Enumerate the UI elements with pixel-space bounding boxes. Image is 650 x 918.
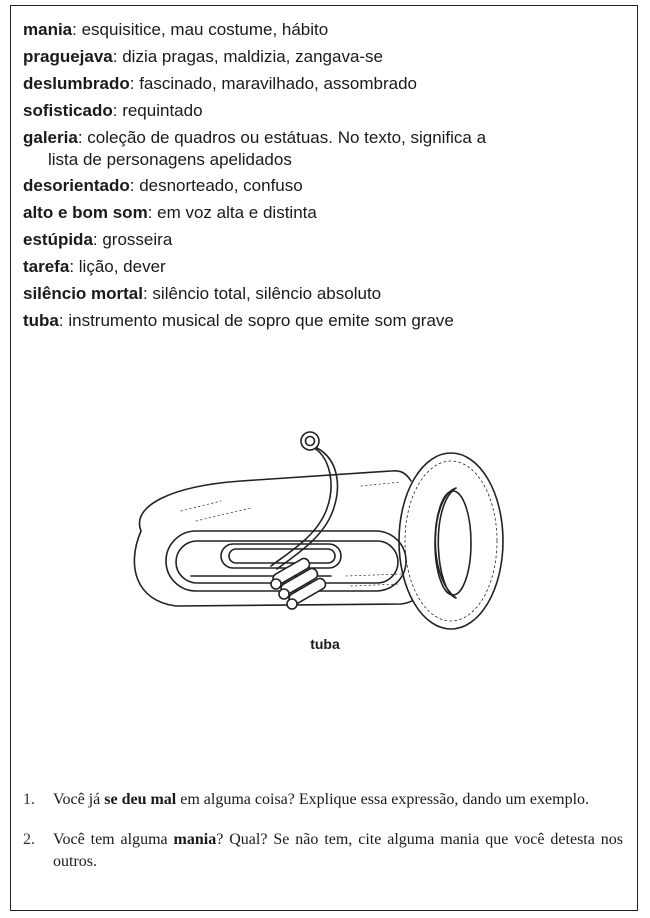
question-text xyxy=(53,789,623,811)
worksheet-page xyxy=(10,5,638,911)
glossary-entry xyxy=(23,253,629,280)
glossary-definition: : desnorteado, confuso xyxy=(129,176,303,195)
question-item xyxy=(23,829,623,873)
tuba-icon xyxy=(101,426,521,641)
glossary-entry xyxy=(23,16,629,43)
glossary-term: tuba xyxy=(23,311,59,330)
glossary-definition: : esquisitice, mau costume, hábito xyxy=(72,20,329,39)
glossary-definition-continuation: lista de personagens apelidados xyxy=(48,150,292,169)
question-text xyxy=(53,829,623,873)
glossary-entry xyxy=(23,97,629,124)
glossary-definition: : em voz alta e distinta xyxy=(147,203,317,222)
glossary-term: silêncio mortal xyxy=(23,284,143,303)
glossary-term: tarefa xyxy=(23,257,70,276)
glossary-entry xyxy=(23,43,629,70)
glossary-term: estúpida xyxy=(23,230,93,249)
glossary-definition: : grosseira xyxy=(92,230,173,249)
glossary-term: alto e bom som xyxy=(23,203,148,222)
figure-caption: tuba xyxy=(310,636,340,652)
glossary-entry xyxy=(23,199,629,226)
glossary-entry xyxy=(23,172,629,199)
glossary-list xyxy=(23,16,629,334)
glossary-definition: : instrumento musical de sopro que emite som grave xyxy=(58,311,454,330)
question-highlight: se deu mal xyxy=(104,791,177,808)
glossary-entry xyxy=(23,124,629,172)
glossary-term: galeria xyxy=(23,128,78,147)
glossary-definition: : dizia pragas, maldizia, zangava-se xyxy=(112,47,384,66)
question-highlight: mania xyxy=(173,831,217,848)
glossary-definition: : requintado xyxy=(112,101,203,120)
glossary-term: praguejava xyxy=(23,47,113,66)
glossary-term: mania xyxy=(23,20,73,39)
question-text-part: ? Qual? Se não tem, cite alguma mania que você detesta nos outros. xyxy=(53,831,623,870)
glossary-entry xyxy=(23,307,629,334)
glossary-entry xyxy=(23,70,629,97)
question-item xyxy=(23,789,623,811)
glossary-term: desorientado xyxy=(23,176,130,195)
glossary-definition: : coleção de quadros ou estátuas. No texto, significa a xyxy=(77,128,487,147)
glossary-term: deslumbrado xyxy=(23,74,130,93)
glossary-definition: : fascinado, maravilhado, assombrado xyxy=(129,74,418,93)
question-number: 2. xyxy=(23,831,35,848)
glossary-definition: : silêncio total, silêncio absoluto xyxy=(142,284,382,303)
glossary-entry xyxy=(23,226,629,253)
question-text-part: Você já xyxy=(53,791,105,808)
glossary-term: sofisticado xyxy=(23,101,113,120)
glossary-definition: : lição, dever xyxy=(69,257,166,276)
question-text-part: Você tem alguma xyxy=(53,831,174,848)
question-number: 1. xyxy=(23,791,35,808)
glossary-entry xyxy=(23,280,629,307)
question-list xyxy=(23,789,623,891)
question-text-part: em alguma coisa? Explique essa expressão, dando um exemplo. xyxy=(176,791,590,808)
